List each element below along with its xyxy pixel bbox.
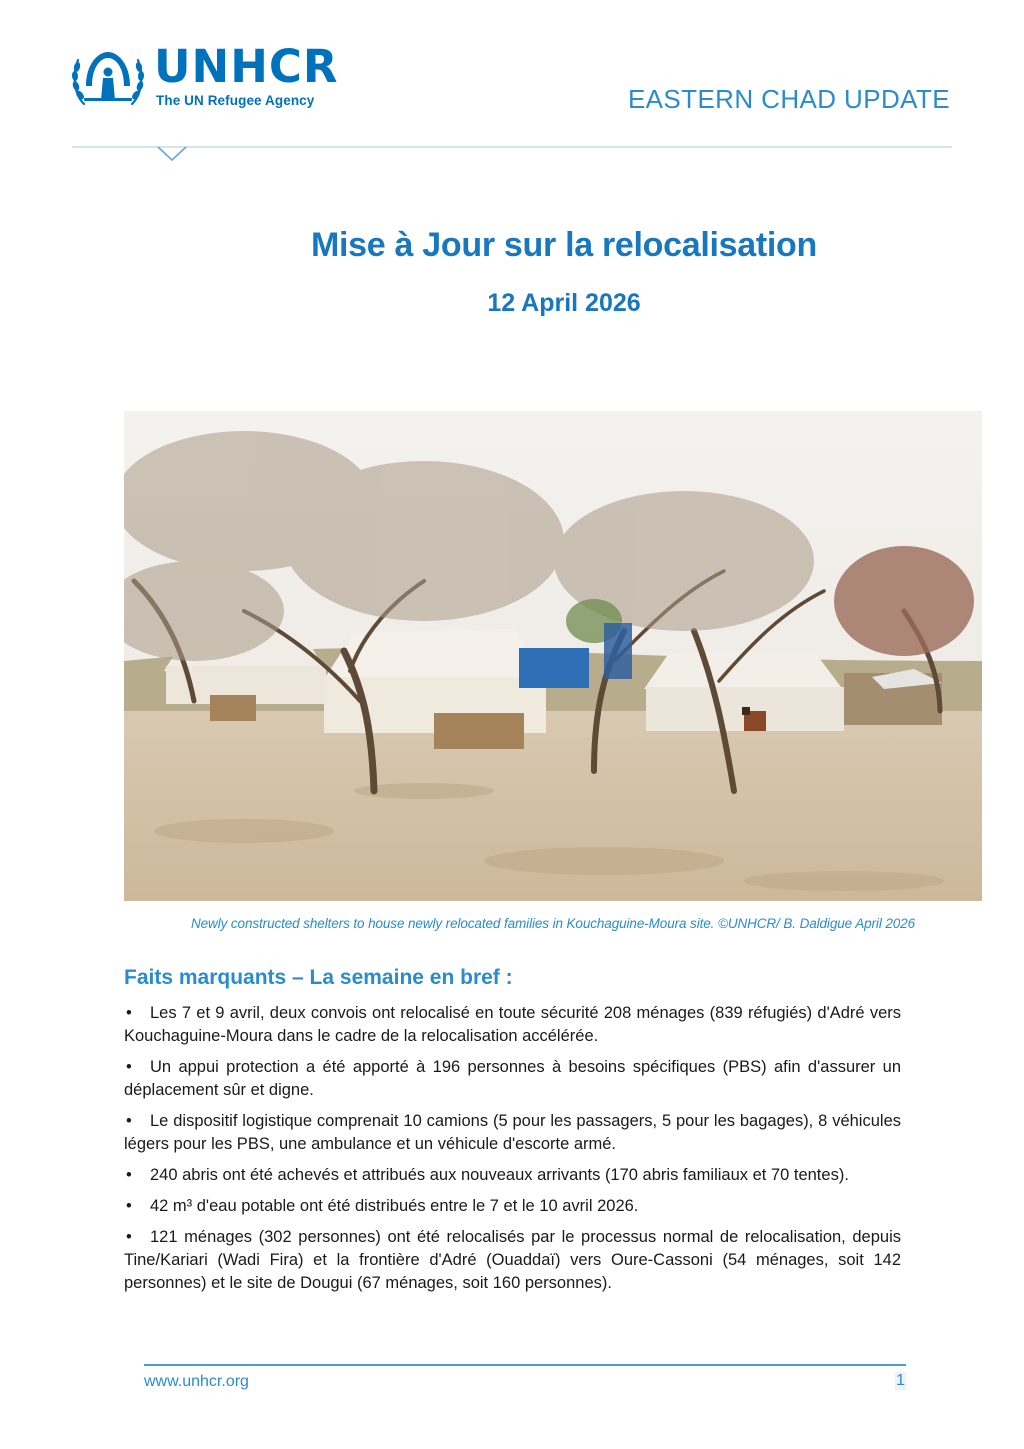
highlight-item bbox=[124, 1164, 901, 1187]
logo-tagline: The UN Refugee Agency bbox=[156, 93, 315, 108]
photo-caption: Newly constructed shelters to house newly relocated families in Kouchaguine-Moura site. ©UNHCR/ B. Daldigue April 2026 bbox=[191, 916, 915, 931]
bullet-icon: • bbox=[126, 1004, 132, 1022]
highlight-item bbox=[124, 1002, 901, 1048]
highlights-title: Faits marquants – La semaine en bref : bbox=[124, 966, 513, 989]
logo-name: UNHCR bbox=[154, 40, 339, 93]
bullet-icon: • bbox=[126, 1112, 132, 1130]
footer-divider bbox=[144, 1364, 906, 1366]
bullet-icon: • bbox=[126, 1197, 132, 1215]
footer-website-link[interactable]: www.unhcr.org bbox=[144, 1373, 249, 1390]
highlight-item bbox=[124, 1056, 901, 1102]
camp-shelters-photo bbox=[124, 411, 982, 901]
highlight-item bbox=[124, 1226, 901, 1295]
bullet-icon: • bbox=[126, 1228, 132, 1246]
document-title: Mise à Jour sur la relocalisation bbox=[311, 226, 817, 264]
document-date: 12 April 2026 bbox=[487, 289, 641, 317]
highlight-item bbox=[124, 1195, 901, 1218]
highlight-text: 121 ménages (302 personnes) ont été relocalisés par le processus normal de relocalisation, depuis Tine/Kariari (Wadi Fira) et la frontière d'Adré (Ouaddaï) vers Oure-Cassoni (54 ménages, soit 142 personnes) et le site de Dougui (67 ménages, soit 160 personnes). bbox=[124, 1228, 901, 1292]
highlight-text: Un appui protection a été apporté à 196 personnes à besoins spécifiques (PBS) afin d'assurer un déplacement sûr et digne. bbox=[124, 1058, 901, 1099]
highlight-text: 42 m³ d'eau potable ont été distribués entre le 7 et le 10 avril 2026. bbox=[150, 1197, 639, 1215]
highlight-text: 240 abris ont été achevés et attribués aux nouveaux arrivants (170 abris familiaux et 70 tentes). bbox=[150, 1166, 849, 1184]
unhcr-emblem-icon bbox=[70, 46, 146, 112]
highlight-text: Le dispositif logistique comprenait 10 camions (5 pour les passagers, 5 pour les bagages), 8 véhicules légers pour les PBS, une ambulance et un véhicule d'escorte armé. bbox=[124, 1112, 901, 1153]
page-number: 1 bbox=[896, 1372, 905, 1389]
highlight-item bbox=[124, 1110, 901, 1156]
bullet-icon: • bbox=[126, 1166, 132, 1184]
header-divider bbox=[72, 146, 952, 166]
series-title: EASTERN CHAD UPDATE bbox=[627, 84, 950, 114]
unhcr-logo bbox=[70, 40, 350, 112]
highlight-text: Les 7 et 9 avril, deux convois ont relocalisé en toute sécurité 208 ménages (839 réfugiés) d'Adré vers Kouchaguine-Moura dans le cadre de la relocalisation accélérée. bbox=[124, 1004, 901, 1045]
highlights-list bbox=[124, 1002, 901, 1303]
bullet-icon: • bbox=[126, 1058, 132, 1076]
